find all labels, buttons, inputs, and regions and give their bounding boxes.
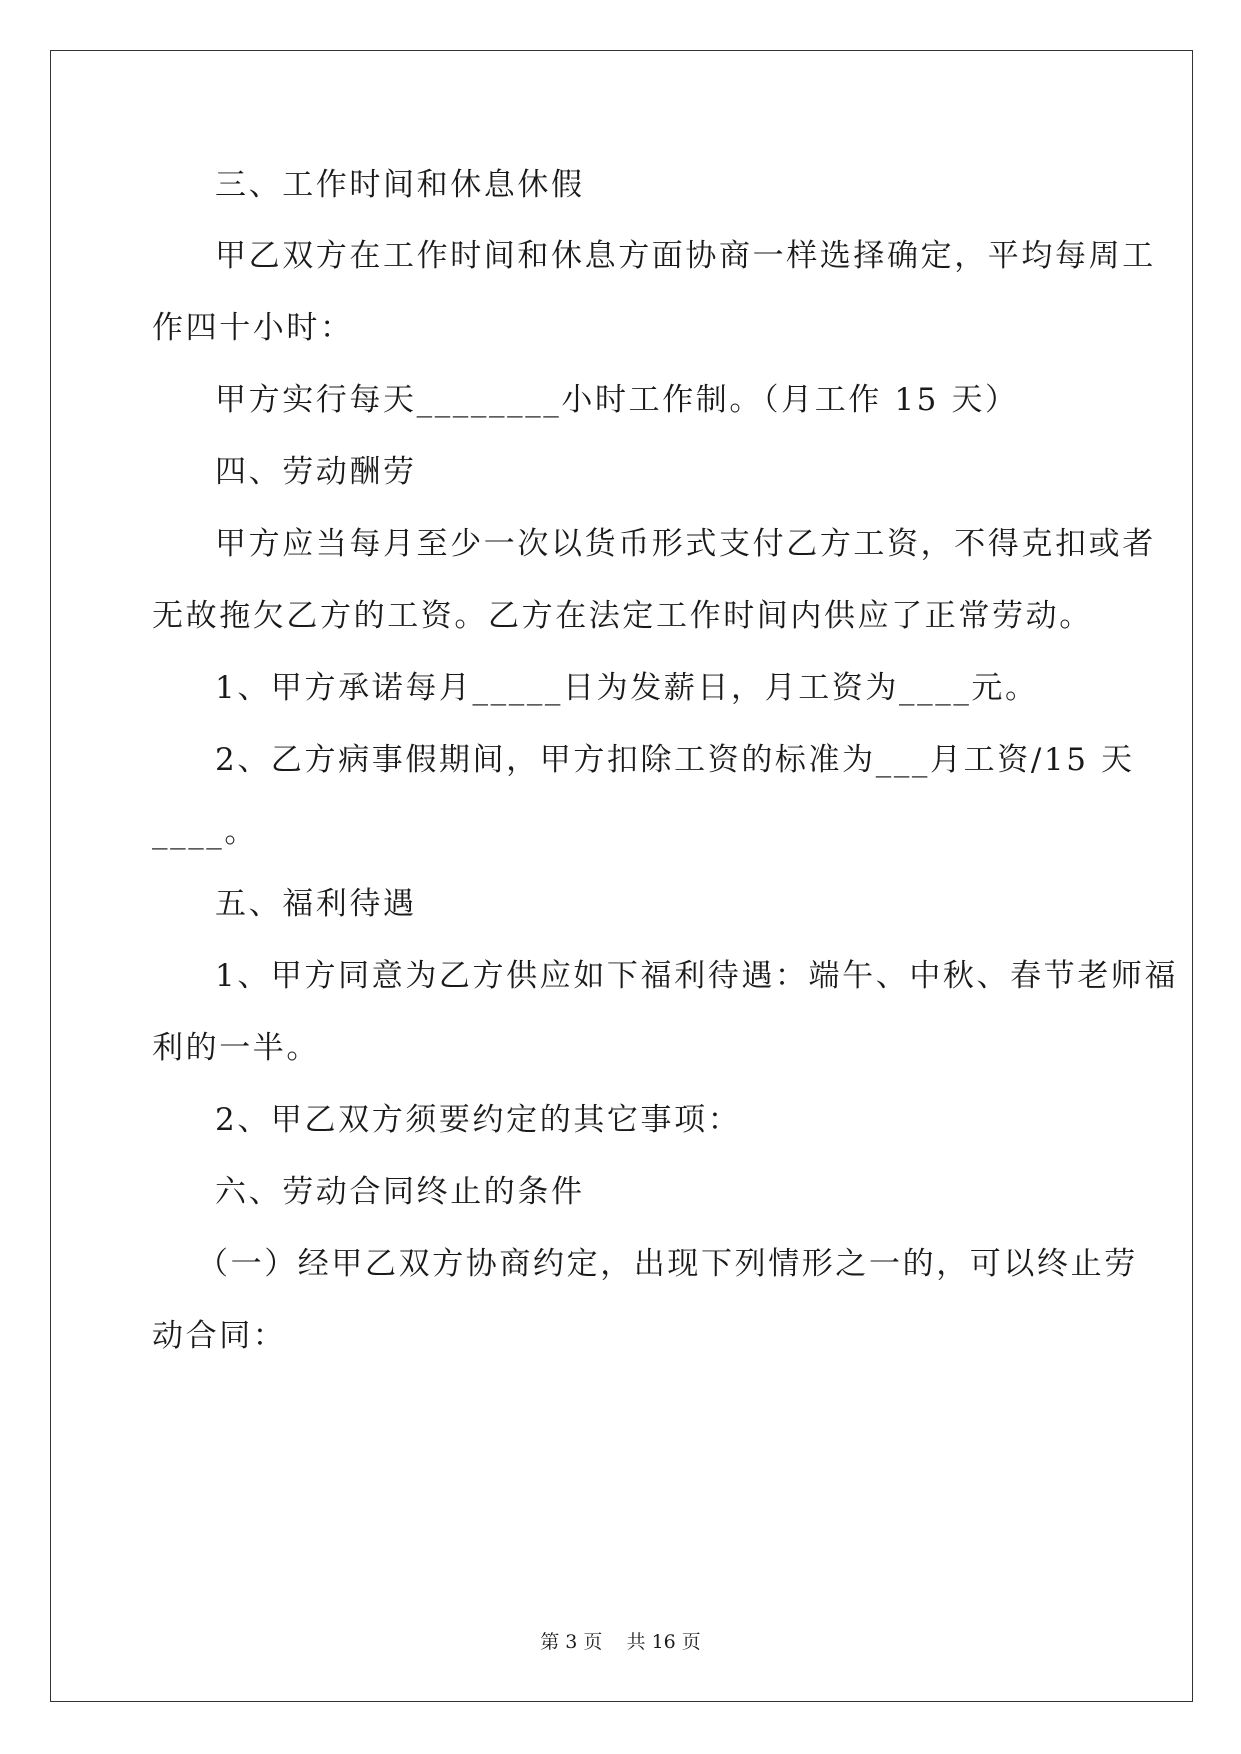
paragraph-line: 2、甲乙双方须要约定的其它事项：	[215, 1102, 742, 1138]
section-heading-work-hours: 三、工作时间和休息休假	[215, 167, 585, 203]
paragraph-line: 甲方应当每月至少一次以货币形式支付乙方工资，不得克扣或者	[215, 526, 1156, 562]
paragraph-line: 1、甲方同意为乙方供应如下福利待遇：端午、中秋、春节老师福	[215, 958, 1179, 994]
paragraph-line: 利的一半。	[152, 1030, 320, 1066]
paragraph-line: 1、甲方承诺每月_____日为发薪日，月工资为____元。	[215, 670, 1039, 706]
paragraph-line: （一）经甲乙双方协商约定，出现下列情形之一的，可以终止劳	[197, 1246, 1138, 1282]
paragraph-line: 动合同：	[152, 1318, 287, 1354]
section-heading-termination: 六、劳动合同终止的条件	[215, 1174, 585, 1210]
paragraph-line: ____。	[152, 814, 258, 850]
page-number-footer: 第 3 页 共 16 页	[540, 1631, 701, 1653]
paragraph-line: 甲方实行每天________小时工作制。（月工作 15 天）	[215, 382, 1019, 418]
paragraph-line: 作四十小时：	[152, 310, 354, 346]
section-heading-benefits: 五、福利待遇	[215, 886, 417, 922]
paragraph-line: 无故拖欠乙方的工资。乙方在法定工作时间内供应了正常劳动。	[152, 598, 1093, 634]
paragraph-line: 甲乙双方在工作时间和休息方面协商一样选择确定，平均每周工	[215, 238, 1156, 274]
section-heading-remuneration: 四、劳动酬劳	[215, 454, 417, 490]
page-border	[50, 50, 1193, 1702]
paragraph-line: 2、乙方病事假期间，甲方扣除工资的标准为___月工资/15 天	[215, 742, 1135, 778]
